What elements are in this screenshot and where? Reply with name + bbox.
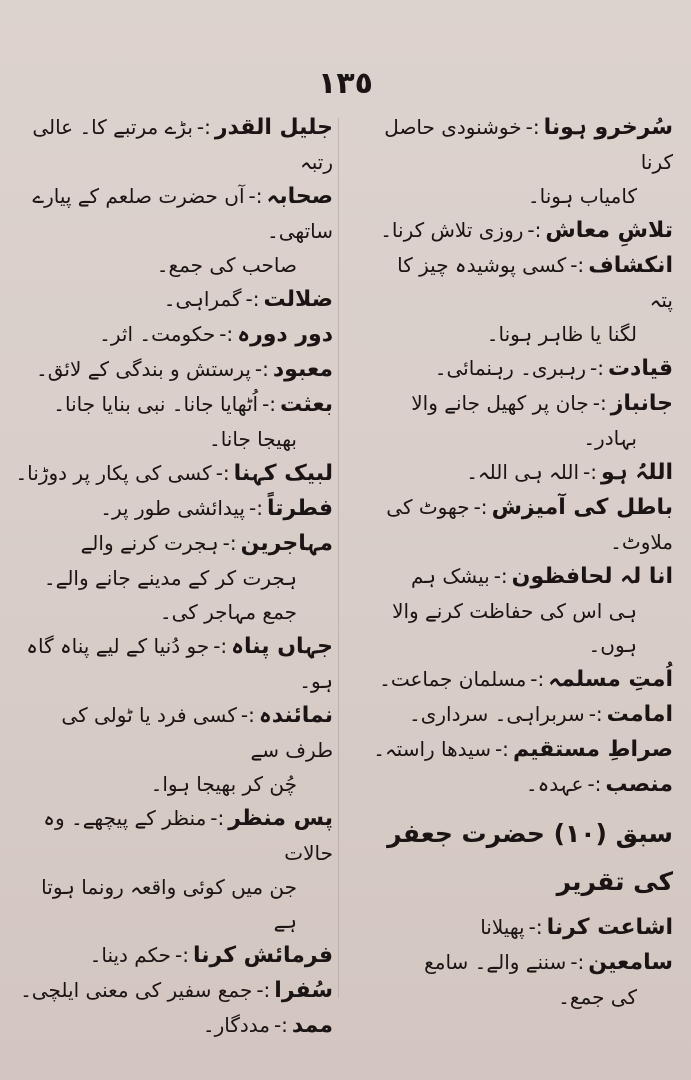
glossary-entry	[15, 110, 333, 179]
entry-separator: :-	[175, 943, 189, 967]
entry-term: فرمائش کرنا	[193, 943, 333, 968]
entry-separator: :-	[570, 253, 585, 277]
glossary-entry	[15, 973, 333, 1008]
entry-definition: گمراہی۔	[163, 287, 242, 311]
entry-definition: کسی فرد یا ٹولی کی طرف سے	[61, 703, 333, 762]
entry-continuation: بہادر۔	[583, 426, 637, 450]
entry-definition: پھیلانا	[480, 915, 525, 939]
entry-definition: جان پر کھیل جانے والا	[411, 391, 589, 415]
entry-definition: حکم دینا۔	[89, 943, 172, 967]
entry-separator: :-	[592, 391, 607, 415]
glossary-entry	[15, 938, 333, 973]
entry-definition: بڑے مرتبے کا۔ عالی رتبہ	[32, 115, 333, 174]
entry-term: ضلالت	[263, 287, 333, 312]
entry-definition: حکومت۔ اثر۔	[99, 322, 216, 346]
entry-term: جہاں پناہ	[231, 634, 333, 659]
glossary-entry	[373, 213, 673, 248]
entry-definition: کسی پوشیدہ چیز کا پتہ	[397, 253, 673, 312]
entry-separator: :-	[530, 667, 545, 691]
glossary-entry	[15, 179, 333, 282]
entry-definition: خوشنودی حاصل کرنا	[384, 115, 673, 174]
glossary-entry	[15, 1008, 333, 1043]
entry-separator: :-	[245, 287, 260, 311]
entry-separator: :-	[583, 460, 597, 484]
entry-continuation: کی جمع۔	[558, 985, 637, 1009]
entry-definition: اللہ ہی اللہ۔	[466, 460, 580, 484]
entry-definition: عہدہ۔	[525, 772, 584, 796]
entry-definition: روزی تلاش کرنا۔	[380, 218, 524, 242]
entry-term: ممد	[291, 1013, 333, 1038]
glossary-entry	[15, 317, 333, 352]
entry-term: مہاجرین	[240, 531, 333, 556]
glossary-entry	[373, 767, 673, 802]
entry-continuation: بھیجا جانا۔	[208, 427, 297, 451]
entry-term: انا لہ لحافظون	[511, 564, 673, 589]
entry-separator: :-	[528, 915, 543, 939]
entry-term: سُرخرو ہونا	[543, 115, 673, 140]
lesson-heading: سبق (۱۰) حضرت جعفر کی تقریر	[387, 819, 673, 896]
glossary-entry	[373, 455, 673, 490]
entry-separator: :-	[222, 531, 237, 555]
entry-separator: :-	[570, 950, 585, 974]
entry-term: سامعین	[588, 950, 673, 975]
entry-term: اللہُ ہو	[600, 460, 673, 485]
glossary-entry	[15, 698, 333, 801]
right-column	[373, 110, 673, 1014]
entry-term: جلیل القدر	[214, 115, 333, 140]
entry-separator: :-	[213, 634, 228, 658]
entry-definition: جمع سفیر کی معنی ایلچی۔	[20, 978, 253, 1002]
glossary-entry	[373, 110, 673, 213]
entry-separator: :-	[525, 115, 540, 139]
glossary-entry	[15, 526, 333, 629]
entry-definition: سربراہی۔ سرداری۔	[408, 702, 585, 726]
entry-term: نمائندہ	[258, 703, 333, 728]
entry-separator: :-	[248, 496, 263, 520]
entry-term: معبود	[272, 357, 333, 382]
page-number: ١٣٥	[318, 66, 373, 101]
entry-definition: رہبری۔ رہنمائی۔	[434, 356, 586, 380]
entry-term: فطرتاً	[266, 496, 333, 521]
entry-definition: جو دُنیا کے لیے پناہ گاہ ہو۔	[26, 634, 333, 693]
entry-separator: :-	[240, 703, 255, 727]
entry-separator: :-	[527, 218, 542, 242]
entry-definition: مددگار۔	[202, 1013, 270, 1037]
glossary-entry	[373, 910, 673, 945]
glossary-entry	[373, 662, 673, 697]
entry-definition: بیشک ہم	[410, 564, 490, 588]
entry-definition: اُٹھایا جانا۔ نبی بنایا جانا۔	[53, 392, 259, 416]
entry-term: بعثت	[280, 392, 333, 417]
glossary-entry	[373, 945, 673, 1014]
entry-term: صراطِ مستقیم	[512, 737, 673, 762]
glossary-entry	[15, 801, 333, 938]
entry-continuation: ہجرت کر کے مدینے جانے والے۔ جمع مہاجر کی۔	[43, 566, 297, 624]
glossary-entry	[373, 732, 673, 767]
entry-definition: پیدائشی طور پر۔	[100, 496, 245, 520]
glossary-entry	[373, 697, 673, 732]
glossary-entry	[373, 386, 673, 455]
column-divider	[338, 118, 339, 998]
glossary-entry	[15, 282, 333, 317]
entry-term: اُمتِ مسلمہ	[548, 667, 673, 692]
entry-term: تلاشِ معاش	[545, 218, 673, 243]
entry-separator: :-	[588, 702, 603, 726]
entry-definition: جھوٹ کی ملاوٹ۔	[386, 495, 673, 554]
entry-continuation: چُن کر بھیجا ہوا۔	[150, 772, 297, 796]
entry-separator: :-	[473, 495, 488, 519]
entry-definition: منظر کے پیچھے۔ وہ حالات	[43, 806, 333, 865]
entry-definition: مسلمان جماعت۔	[379, 667, 527, 691]
entry-term: انکشاف	[588, 253, 673, 278]
entry-continuation: لگنا یا ظاہر ہونا۔	[486, 322, 637, 346]
entry-term: امامت	[606, 702, 673, 727]
entry-definition: سننے والے۔ سامع	[424, 950, 567, 974]
entry-term: منصب	[605, 772, 673, 797]
entry-definition: آں حضرت صلعم کے پیارے ساتھی۔	[32, 184, 333, 243]
entry-separator: :-	[587, 772, 602, 796]
glossary-entry	[373, 351, 673, 386]
glossary-entry	[15, 387, 333, 456]
entry-separator: :-	[589, 356, 604, 380]
glossary-entry	[15, 352, 333, 387]
entry-term: پس منظر	[228, 806, 333, 831]
glossary-entry	[373, 559, 673, 662]
entry-separator: :-	[493, 564, 508, 588]
glossary-entry	[373, 490, 673, 559]
entry-separator: :-	[210, 806, 225, 830]
entry-term: لبیک کہنا	[233, 461, 333, 486]
entry-term: قیادت	[607, 356, 673, 381]
entry-separator: :-	[494, 737, 509, 761]
entry-separator: :-	[196, 115, 211, 139]
entry-term: اشاعت کرنا	[546, 915, 673, 940]
entry-continuation: جن میں کوئی واقعہ رونما ہوتا ہے	[41, 875, 297, 933]
entry-separator: :-	[215, 461, 230, 485]
entry-term: جانباز	[610, 391, 673, 416]
glossary-entry	[373, 248, 673, 351]
entry-separator: :-	[254, 357, 269, 381]
glossary-entry	[15, 629, 333, 698]
entry-continuation: کامیاب ہونا۔	[527, 184, 637, 208]
entry-separator: :-	[262, 392, 277, 416]
entry-separator: :-	[248, 184, 263, 208]
glossary-entry	[15, 456, 333, 491]
entry-definition: کسی کی پکار پر دوڑنا۔	[15, 461, 212, 485]
glossary-entry	[15, 491, 333, 526]
entry-continuation: صاحب کی جمع۔	[156, 253, 297, 277]
entry-term: صحابہ	[266, 184, 333, 209]
entry-definition: پرستش و بندگی کے لائق۔	[36, 357, 251, 381]
entry-term: دور دورہ	[237, 322, 333, 347]
entry-separator: :-	[219, 322, 234, 346]
entry-separator: :-	[273, 1013, 288, 1037]
entry-continuation: ہی اس کی حفاظت کرنے والا ہوں۔	[392, 599, 637, 657]
entry-definition: ہجرت کرنے والے	[80, 531, 219, 555]
entry-term: سُفرا	[274, 978, 333, 1003]
entry-separator: :-	[256, 978, 271, 1002]
left-column	[15, 110, 333, 1043]
entry-term: باطل کی آمیزش	[491, 495, 673, 520]
entry-definition: سیدھا راستہ۔	[373, 737, 491, 761]
